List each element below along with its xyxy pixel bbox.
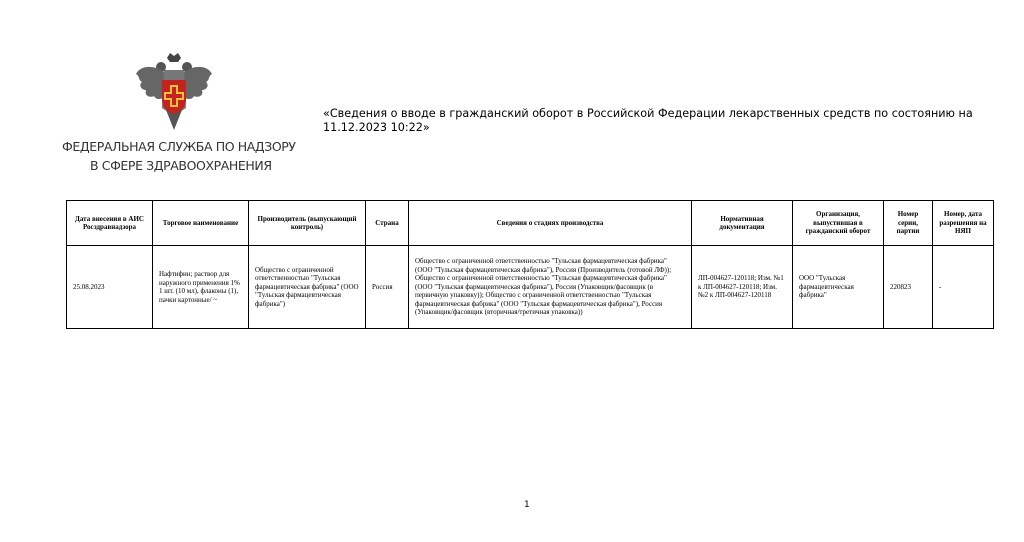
cell-batch: 220823 bbox=[884, 246, 933, 329]
column-header-manufacturer: Производитель (выпускающий контроль) bbox=[249, 201, 366, 246]
column-header-country: Страна bbox=[366, 201, 409, 246]
cell-trade-name: Нафтифин; раствор для наружного применения 1% 1 шт. (10 мл), флаконы (1), пачки картонные/ ~ bbox=[153, 246, 249, 329]
cell-date: 25.08.2023 bbox=[67, 246, 153, 329]
report-title: «Сведения о вводе в гражданский оборот в Российской Федерации лекарственных средств по состоянию на 11.12.2023 10:22» bbox=[323, 107, 973, 134]
organization-name bbox=[62, 137, 302, 175]
cell-country: Россия bbox=[366, 246, 409, 329]
organization-name-line1: ФЕДЕРАЛЬНАЯ СЛУЖБА ПО НАДЗОРУ bbox=[62, 139, 296, 154]
column-header-batch: Номер серии, партии bbox=[884, 201, 933, 246]
column-header-date: Дата внесения в АИС Росздравнадзора bbox=[67, 201, 153, 246]
table-header-row bbox=[67, 201, 994, 246]
column-header-stages: Сведения о стадиях производства bbox=[409, 201, 692, 246]
cell-manufacturer: Общество с ограниченной ответственностью "Тульская фармацевтическая фабрика" (ООО "Тульская фармацевтическая фабрика") bbox=[249, 246, 366, 329]
cell-stages: Общество с ограниченной ответственностью "Тульская фармацевтическая фабрика" (ООО "Тульская фармацевтическая фабрика"), Россия (Производитель (готовой ЛФ)); Общество с ограниченной ответственностью "Тульская фармацевтическая фабрика" (ООО "Тульская фармацевтическая фабрика"), Россия (Упаковщик/фасовщик (в первичную упаковку)); Общество с ограниченной ответственностью "Тульская фармацевтическая фабрика" (ООО "Тульская фармацевтическая фабрика"), Россия (Упаковщик/фасовщик (вторичная/третичная упаковка)) bbox=[409, 246, 692, 329]
column-header-permit: Номер, дата разрешения на НЯП bbox=[933, 201, 994, 246]
column-header-trade-name: Торговое наименование bbox=[153, 201, 249, 246]
column-header-organization: Организация, выпустившая в гражданский оборот bbox=[793, 201, 884, 246]
organization-name-line2: В СФЕРЕ ЗДРАВООХРАНЕНИЯ bbox=[90, 158, 272, 173]
page-number: 1 bbox=[524, 500, 530, 510]
cell-regulatory-docs: ЛП-004627-120118; Изм. №1 к ЛП-004627-120118; Изм. №2 к ЛП-004627-120118 bbox=[692, 246, 793, 329]
column-header-regulatory-docs: Нормативная документация bbox=[692, 201, 793, 246]
records-table bbox=[66, 200, 994, 329]
double-headed-eagle-emblem-icon bbox=[134, 50, 214, 132]
cell-permit: - bbox=[933, 246, 994, 329]
table-row bbox=[67, 246, 994, 329]
cell-organization: ООО "Тульская фармацевтическая фабрика" bbox=[793, 246, 884, 329]
